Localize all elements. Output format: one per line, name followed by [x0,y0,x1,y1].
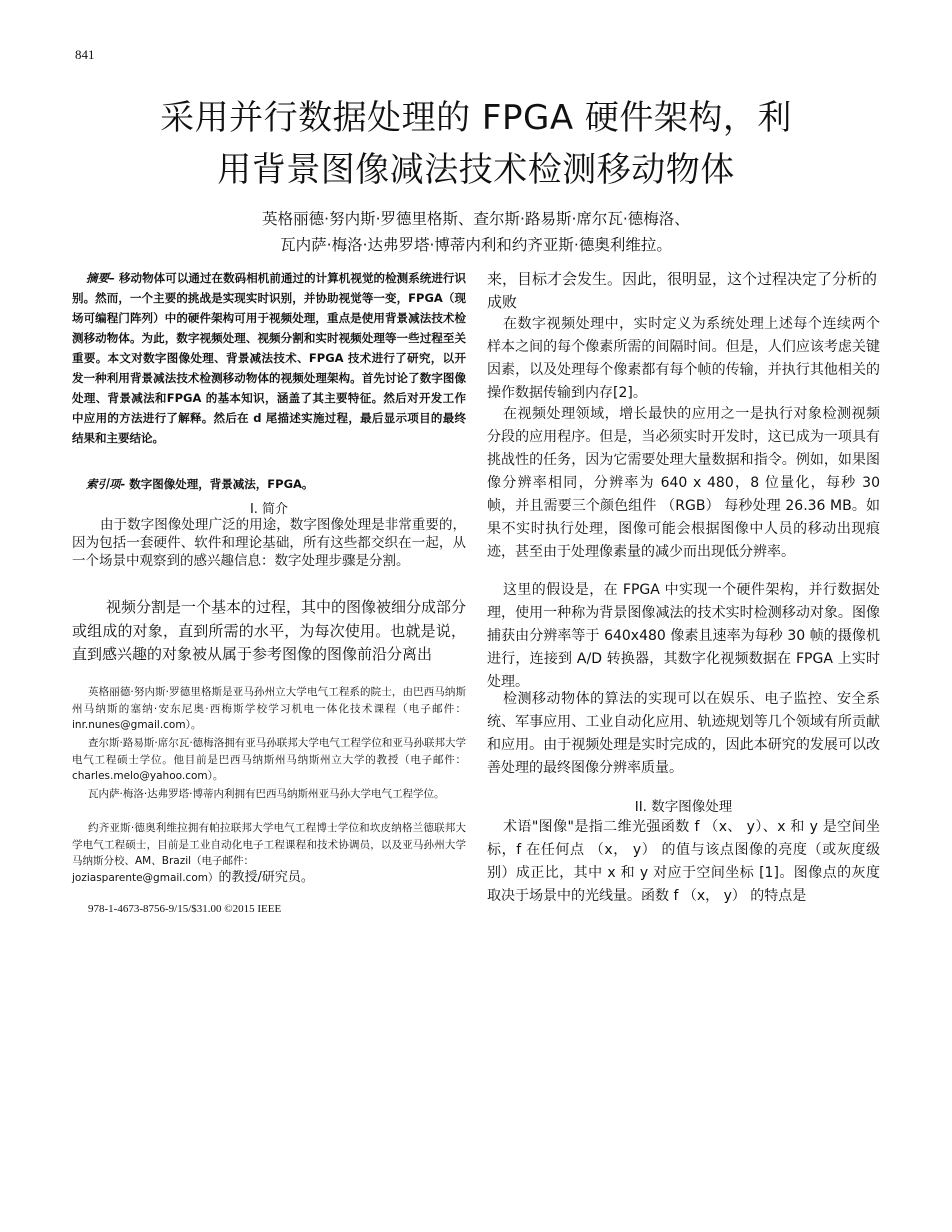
footnote-author-3: 瓦内萨·梅洛·达弗罗塔·博蒂内利拥有巴西马纳斯州亚马孙大学电气工程学位。 [88,788,445,800]
footnote-author-1: 英格丽德·努内斯·罗德里格斯是亚马孙州立大学电气工程系的院士，由巴西马纳斯州马纳斯的塞纳·安东尼奥·西梅斯学校学习机电一体化技术课程（电子邮件： inr.nunes@gmail.com）。 [72,686,466,731]
index-terms-text: 数字图像处理，背景减法，FPGA。 [125,477,314,491]
title-line-1: 采用并行数据处理的 FPGA 硬件架构，利 [160,98,792,138]
footnote-author-4-text: 约齐亚斯·德奥利维拉拥有帕拉联邦大学电气工程博士学位和坎皮纳格兰德联邦大学电气工程硕士，目前是工业自动化电子工程课程和技术协调员，以及亚马孙州大学马纳斯分校、AM、Brazil（电子邮件： [72,822,466,867]
index-terms [72,476,466,492]
abstract [72,268,466,448]
right-column-continuation: 来，目标才会发生。因此，很明显，这个过程决定了分析的成败 [487,270,878,311]
section-heading-intro: I. 简介 [249,502,289,517]
footnote-author-2: 查尔斯·路易斯·席尔瓦·德梅洛拥有亚马孙联邦大学电气工程学位和亚马孙联邦大学电气工程硕士学位。他目前是巴西马纳斯州马纳斯州立大学的教授（电子邮件： charles.melo@yahoo.com）。 [72,737,466,782]
intro-paragraph-2: 视频分割是一个基本的过程，其中的图像被细分成部分或组成的对象，直到所需的水平，为每次使用。也就是说，直到感兴趣的对象被从属于参考图像的图像前沿分离出 [72,598,467,663]
section-heading-image-processing: II. 数字图像处理 [634,799,733,815]
copyright-line: 978-1-4673-8756-9/15/$31.00 ©2015 IEEE [88,903,282,915]
right-paragraph-1: 在数字视频处理中，实时定义为系统处理上述每个连续两个样本之间的每个像素所需的间隔时间。但是，人们应该考虑关键因素，以及处理每个像素都有每个帧的传输，并执行其他相关的操作数据传输到内存[2]。 [487,316,880,401]
page-number: 841 [75,47,95,62]
index-terms-label: 索引项- [86,477,126,491]
right-paragraph-5: 术语"图像"是指二维光强函数 f （x、 y）、x 和 y 是空间坐标，f 在任何点 （x， y） 的值与该点图像的亮度（或灰度级别）成正比，其中 x 和 y 对应于空间坐标 [1]。图像点的灰度取决于场景中的光线量。函数 f （x， y） 的特点是 [487,819,880,904]
right-paragraph-2: 在视频处理领域，增长最快的应用之一是执行对象检测视频分段的应用程序。但是，当必须实时开发时，这已成为一项具有挑战性的任务，因为它需要处理大量数据和指令。例如，如果图像分辨率相同，分辨率为 640 x 480，8 位量化，每秒 30 帧，并且需要三个颜色组件 （RGB） 每秒处理 26.36 MB。如果不实时执行处理，图像可能会根据图像中人员的移动出现痕迹，甚至由于处理像素量的减少而出现低分辨率。 [487,406,880,560]
paper-title [60,92,892,196]
abstract-label: 摘要– [86,271,115,285]
author-list [60,206,892,258]
footnote-author-4-suffix: 的教授/研究员。 [218,869,314,885]
authors-line-2: 瓦内萨·梅洛·达弗罗塔·博蒂内利和约齐亚斯·德奥利维拉。 [280,236,672,254]
footnote-author-4-email: joziasparente@gmail.com） [72,871,219,884]
right-paragraph-3: 这里的假设是，在 FPGA 中实现一个硬件架构，并行数据处理，使用一种称为背景图像减法的技术实时检测移动对象。图像捕获由分辨率等于 640x480 像素且速率为每秒 30 帧的摄像机进行，连接到 A/D 转换器，其数字化视频数据在 FPGA 上实时处理。 [487,582,880,690]
authors-line-1: 英格丽德·努内斯·罗德里格斯、查尔斯·路易斯·席尔瓦·德梅洛、 [262,210,690,228]
abstract-text: 移动物体可以通过在数码相机前通过的计算机视觉的检测系统进行识别。然而，一个主要的挑战是实现实时识别，并协助视觉等一变，FPGA（现场可编程门阵列）中的硬件架构可用于视频处理，重点是使用背景减法技术检测移动物体。为此，数字视频处理、视频分割和实时视频处理等一些过程至关重要。本文对数字图像处理、背景减法技术、FPGA 技术进行了研究，以开发一种利用背景减法技术检测移动物体的视频处理架构。首先讨论了数字图像处理、背景减法和FPGA 的基本知识，涵盖了其主要特征。然后对开发工作中应用的方法进行了解释。然后在 d 尾描述实施过程，最后显示项目的最终结果和主要结论。 [72,271,466,445]
title-line-2: 用背景图像减法技术检测移动物体 [217,150,735,190]
intro-paragraph-1: 由于数字图像处理广泛的用途，数字图像处理是非常重要的，因为包括一套硬件、软件和理论基础，所有这些都交织在一起，从一个场景中观察到的感兴趣信息：数字处理步骤是分割。 [72,517,466,569]
right-paragraph-4: 检测移动物体的算法的实现可以在娱乐、电子监控、安全系统、军事应用、工业自动化应用、轨迹规划等几个领域有所贡献和应用。由于视频处理是实时完成的，因此本研究的发展可以改善处理的最终图像分辨率质量。 [487,691,880,776]
footnote-author-4 [72,820,466,886]
